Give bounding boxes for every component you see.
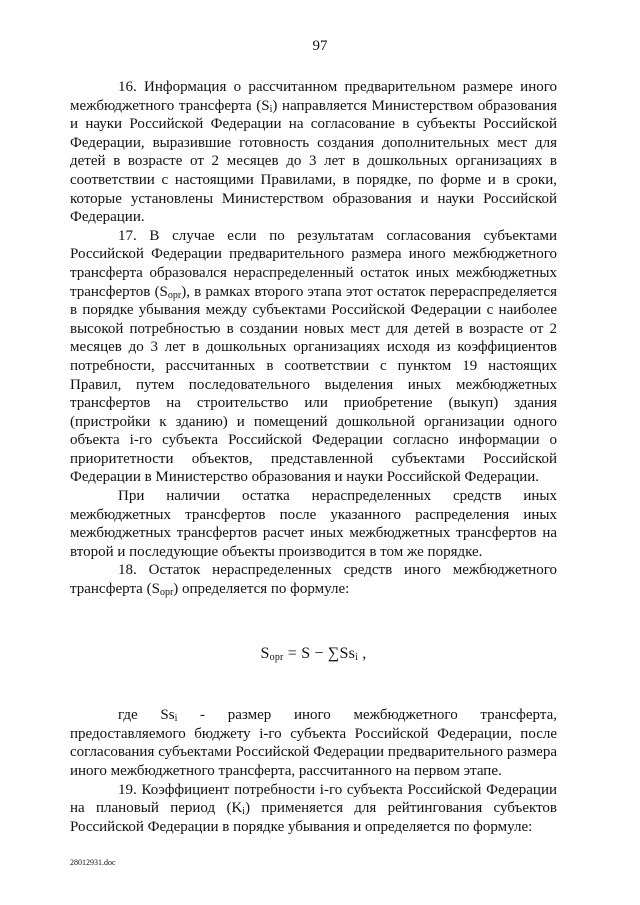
document-body bbox=[70, 78, 557, 836]
page-number: 97 bbox=[312, 38, 328, 54]
paragraph-18-where: где $Ss_i$ - размер иного межбюджетного трансферта, предоставляемого бюджету i-го субъекта Российской Федерации, после согласования субъектами Российской Федерации предварительного размера иного межбюджетного трансферта, рассчитанного на первом этапе. bbox=[70, 707, 557, 779]
paragraph-19: 19. Коэффициент потребности i-го субъекта Российской Федерации на плановый период $(K_i)$ применяется для рейтингования субъектов Российской Федерации в порядке убывания и определяется по формуле: bbox=[70, 781, 558, 835]
paragraph-17-remainder: При наличии остатка нераспределенных средств иных межбюджетных трансфертов после указанного распределения иных межбюджетных трансфертов расчет иных межбюджетных трансфертов на второй и последующие объекты производится в том же порядке. bbox=[70, 488, 557, 560]
paragraph-16: 16. Информация о рассчитанном предварительном размере иного межбюджетного трансферта $(S_i)$ направляется Министерством образования и науки Российской Федерации на согласование в субъекты Российской Федерации, выразившие готовность создания дополнительных мест для детей в возрасте от 2 месяцев до 3 лет в дошкольных организациях в соответствии с настоящими Правилами, в порядке, по форме и в сроки, которые установлены Министерством образования и науки Российской Федерации. bbox=[70, 79, 557, 226]
paragraph-17: 17. В случае если по результатам согласования субъектами Российской Федерации предварительного размера иного межбюджетного трансферта образовался нераспределенный остаток иных межбюджетных трансфертов $(S_{opr})$, в рамках второго этапа этот остаток перераспределяется в порядке убывания между субъектами Российской Федерации с наиболее высокой потребностью в создании новых мест для детей в возрасте от 2 месяцев до 3 лет в дошкольных организациях исходя из коэффициентов потребности, рассчитанных в соответствии с пунктом 19 настоящих Правил, путем последовательного выделения иных межбюджетных трансфертов на строительство или приобретение (выкуп) здания (пристройки к зданию) и помещений дошкольной организации одного объекта i-го субъекта Российской Федерации согласно информации о приоритетности объектов, представленной субъектами Российской Федерации в Министерство образования и науки Российской Федерации. bbox=[70, 227, 557, 486]
formula-remainder: $S_{opr} = S - \sum Ss_i$ , bbox=[260, 644, 367, 663]
footer-filename: 28012931.doc bbox=[70, 858, 116, 867]
paragraph-18: 18. Остаток нераспределенных средств иного межбюджетного трансферта $(S_{opr})$ определяется по формуле: bbox=[70, 562, 557, 599]
